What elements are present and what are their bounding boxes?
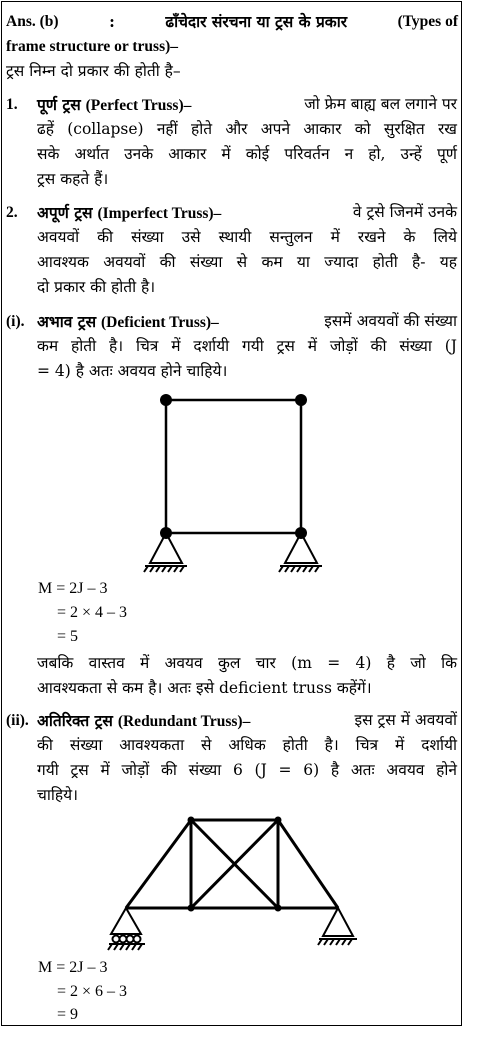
deficient-truss-members bbox=[166, 400, 301, 533]
intro-text: ट्रस निम्न दो प्रकार की होती है– bbox=[6, 62, 181, 80]
item-1-number: 1. bbox=[6, 96, 18, 113]
answer-sep: : bbox=[109, 12, 115, 31]
roller-support-left bbox=[108, 908, 145, 950]
heading-hindi: ढाँचेदार संरचना या ट्रस के प्रकार bbox=[165, 12, 348, 31]
item-1-text-2: ढहें (collapse) नहीं होते और अपने आकार को सुरक्षित रख bbox=[37, 120, 457, 138]
item-i-text-3: = 4) है अतः अवयव होने चाहिये। bbox=[37, 362, 228, 380]
item-ii-text-1: इस ट्रस में अवयवों bbox=[354, 711, 457, 729]
eq1-line1: M = 2J – 3 bbox=[38, 580, 108, 597]
item-2-title-en: (Imperfect Truss)– bbox=[97, 205, 222, 222]
eq1-line3: = 5 bbox=[57, 628, 79, 645]
item-2-text-4: दो प्रकार की होती है। bbox=[37, 278, 156, 296]
item-1-title-hi: पूर्ण ट्रस bbox=[37, 95, 81, 114]
eq2-line2: = 2 × 6 – 3 bbox=[57, 983, 128, 1000]
redundant-truss-members bbox=[126, 820, 338, 908]
item-2-text-1: वे ट्रसे जिनमें उनके bbox=[352, 203, 457, 221]
item-1-text-4: ट्रस कहते हैं। bbox=[37, 170, 109, 188]
heading-english-1: (Types of bbox=[397, 13, 458, 30]
heading-english-2: frame structure or truss)– bbox=[6, 38, 179, 55]
item-ii-number: (ii). bbox=[6, 712, 29, 729]
item-2-title-hi: अपूर्ण ट्रस bbox=[37, 203, 93, 222]
item-ii-title-en: (Redundant Truss)– bbox=[117, 713, 251, 730]
item-1-text-3: सके अर्थात उनके आकार में कोई परिवर्तन न हो, उन्हें पूर्ण bbox=[37, 145, 457, 163]
eq1-line2: = 2 × 4 – 3 bbox=[57, 604, 128, 621]
item-i-number: (i). bbox=[6, 313, 25, 330]
item-ii-text-2: की संख्या आवश्यकता से अधिक होती है। चित्र में दर्शायी bbox=[37, 736, 457, 754]
eq2-line3: = 9 bbox=[57, 1006, 79, 1023]
item-1-text-1: जो फ्रेम बाह्य बल लगाने पर bbox=[304, 95, 457, 113]
item-1-title-en: (Perfect Truss)– bbox=[85, 97, 192, 114]
after-eq1-line2: आवश्यकता से कम है। अतः इसे deficient truss कहेंगें। bbox=[37, 679, 372, 697]
item-ii-title-hi: अतिरिक्त ट्रस bbox=[37, 711, 113, 730]
answer-label: Ans. (b) bbox=[6, 13, 59, 30]
item-i-title-hi: अभाव ट्रस bbox=[37, 312, 97, 331]
item-2-number: 2. bbox=[6, 204, 18, 221]
item-ii-text-4: चाहिये। bbox=[37, 786, 78, 804]
item-ii-text-3: गयी ट्रस में जोड़ों की संख्या 6 (J = 6) है अतः अवयव होने bbox=[37, 761, 457, 779]
item-i-title-en: (Deficient Truss)– bbox=[101, 314, 219, 331]
after-eq1-line1: जबकि वास्तव में अवयव कुल चार (m = 4) है जो कि bbox=[37, 654, 457, 672]
item-2-text-3: आवश्यक अवयवों की संख्या से कम या ज्यादा होती है- यह bbox=[37, 253, 457, 271]
item-ii-line1 bbox=[37, 709, 457, 733]
deficient-truss-joints bbox=[160, 394, 307, 539]
eq2-line1: M = 2J – 3 bbox=[38, 959, 108, 976]
item-2-text-2: अवयवों की संख्या उसे स्थायी सन्तुलन में रखने के लिये bbox=[37, 228, 457, 246]
item-i-text-1: इसमें अवयवों की संख्या bbox=[324, 312, 457, 330]
item-i-text-2: कम होती है। चित्र में दर्शायी गयी ट्रस में जोड़ों की संख्या (J bbox=[37, 337, 457, 355]
pin-support-right-2 bbox=[318, 908, 357, 945]
